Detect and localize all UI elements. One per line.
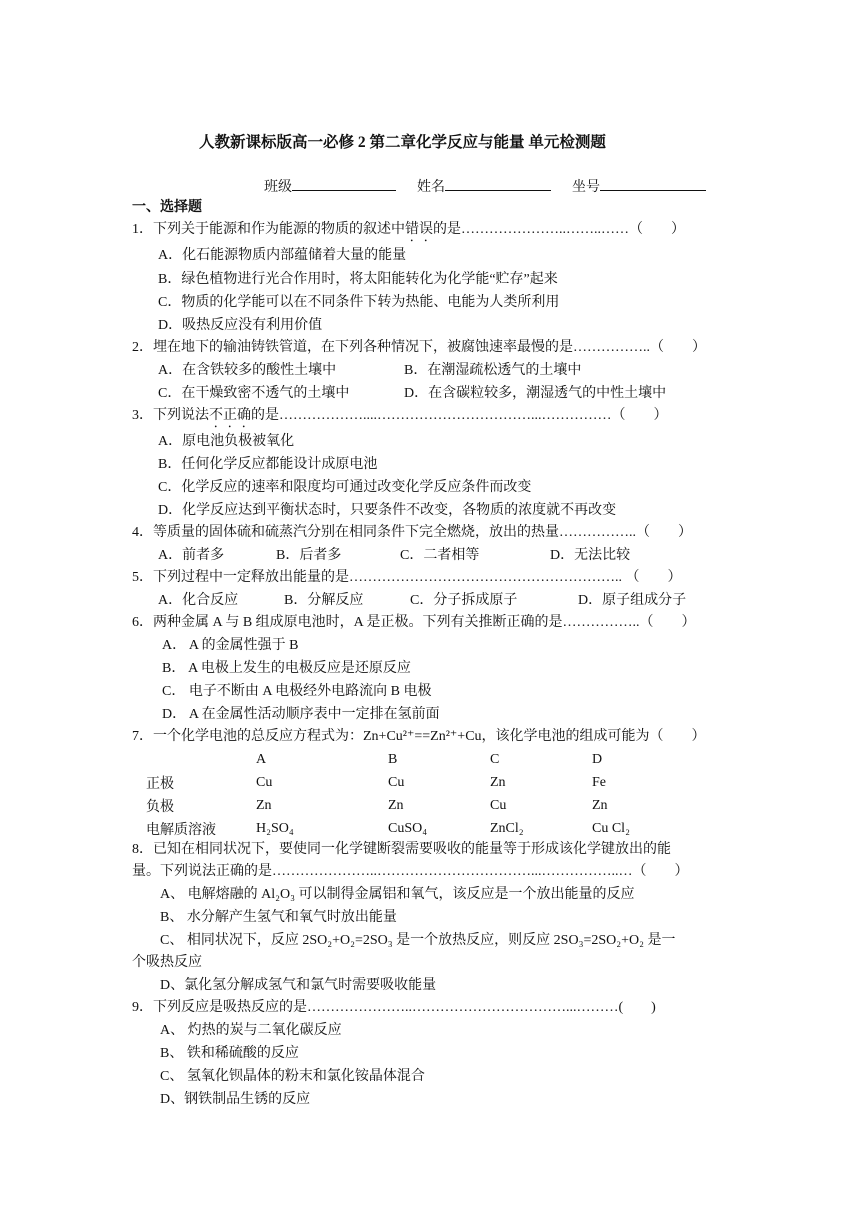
q1-option-b: B．绿色植物进行光合作用时，将太阳能转化为化学能“贮存”起来: [158, 272, 558, 287]
q5-option-d: D．原子组成分子: [578, 593, 687, 608]
question-4-stem: 4．等质量的固体硫和硫蒸汽分别在相同条件下完全燃烧，放出的热量……………..（ ）: [132, 525, 692, 540]
q3-emphasis: 不正确: [209, 408, 251, 423]
q1-option-c: C．物质的化学能可以在不同条件下转为热能、电能为人类所利用: [158, 295, 560, 310]
q9-option-c: C、 氢氧化钡晶体的粉末和氯化铵晶体混合: [160, 1069, 425, 1084]
q7-cell: 负极: [146, 799, 174, 815]
q7-table: [146, 748, 652, 840]
q2-option-c: C．在干燥致密不透气的土壤中: [158, 386, 350, 401]
q7-cell: Cu: [490, 797, 507, 813]
q7-table-row: [146, 771, 652, 794]
q3-option-b: B．任何化学反应都能设计成原电池: [158, 457, 378, 472]
q7-cell: ZnCl₂: [490, 820, 524, 836]
q3-option-d: D．化学反应达到平衡状态时，只要条件不改变，各物质的浓度就不再改变: [158, 503, 617, 518]
q2-option-d: D．在含碳粒较多，潮湿透气的中性土壤中: [404, 386, 667, 401]
q7-header-cell: C: [490, 751, 500, 767]
question-7-stem: 7．一个化学电池的总反应方程式为：Zn+Cu²⁺==Zn²⁺+Cu，该化学电池的组成可能为（ ）: [132, 729, 706, 744]
class-label: 班级: [264, 180, 292, 195]
q7-cell: Zn: [388, 797, 404, 813]
q7-header-cell: D: [592, 751, 603, 767]
q7-cell: 正极: [146, 776, 174, 792]
question-9-stem: 9．下列反应是吸热反应的是…………………..……………………………...………( ): [132, 1000, 656, 1015]
q7-cell: Fe: [592, 774, 606, 790]
q7-cell: Cu: [388, 774, 405, 790]
q1-option-a: A．化石能源物质内部蕴储着大量的能量: [158, 248, 407, 263]
q7-cell: Zn: [490, 774, 506, 790]
q9-option-a: A、 灼热的炭与二氧化碳反应: [160, 1023, 342, 1038]
q5-option-a: A．化合反应: [158, 593, 239, 608]
q7-cell: Cu: [256, 774, 273, 790]
q5-option-c: C．分子拆成原子: [410, 593, 518, 608]
question-8-stem-line1: 8．已知在相同状况下，要使同一化学键断裂需要吸收的能量等于形成该化学键放出的能: [132, 842, 671, 857]
q2-option-a: A．在含铁较多的酸性土壤中: [158, 363, 337, 378]
q4-option-d: D．无法比较: [550, 548, 631, 563]
q7-table-header: [146, 748, 652, 771]
class-blank[interactable]: [292, 176, 396, 191]
q1-stem-pre: 1．下列关于能源和作为能源的物质的叙述中: [132, 222, 405, 237]
q2-option-b: B．在潮湿疏松透气的土壤中: [404, 363, 582, 378]
q6-option-b: B． A 电极上发生的电极反应是还原反应: [162, 661, 411, 676]
q8-option-c-line2: 个吸热反应: [132, 955, 202, 970]
q8-option-b: B、 水分解产生氢气和氧气时放出能量: [160, 910, 397, 925]
q4-option-c: C．二者相等: [400, 548, 480, 563]
q6-option-d: D． A 在金属性活动顺序表中一定排在氢前面: [162, 707, 440, 722]
q7-cell: H₂SO₄: [256, 820, 294, 836]
q8-option-a: A、 电解熔融的 Al₂O₃ 可以制得金属铝和氧气，该反应是一个放出能量的反应: [160, 887, 635, 902]
seat-blank[interactable]: [600, 176, 706, 191]
q7-header-cell: A: [256, 751, 267, 767]
q7-table-row: [146, 794, 652, 817]
question-1-stem: [132, 220, 685, 245]
q8-option-d: D、氯化氢分解成氢气和氯气时需要吸收能量: [160, 978, 437, 993]
q8-option-c-line1: C、 相同状况下，反应 2SO₂+O₂=2SO₃ 是一个放热反应，则反应 2SO₃=2SO₂+O₂ 是一: [160, 933, 676, 948]
question-5-stem: 5．下列过程中一定释放出能量的是………………………………………………….. （ ）: [132, 570, 682, 585]
q5-option-b: B．分解反应: [284, 593, 364, 608]
q4-option-a: A．前者多: [158, 548, 225, 563]
q3-stem-pre: 3．下列说法: [132, 408, 209, 423]
q7-cell: CuSO₄: [388, 820, 428, 836]
page-title: 人教新课标版高一必修 2 第二章化学反应与能量 单元检测题: [199, 134, 606, 151]
name-label: 姓名: [417, 180, 445, 195]
q1-option-d: D．吸热反应没有利用价值: [158, 318, 323, 333]
question-8-stem-line2: 量。下列说法正确的是…………………..……………………………...……………..…（ ）: [132, 864, 689, 879]
q3-option-a: A．原电池负极被氧化: [158, 434, 295, 449]
q6-option-a: A． A 的金属性强于 B: [162, 638, 299, 653]
q9-option-b: B、 铁和稀硫酸的反应: [160, 1046, 299, 1061]
q1-emphasis: 错误: [405, 222, 433, 237]
question-6-stem: 6．两种金属 A 与 B 组成原电池时，A 是正极。下列有关推断正确的是……………..（ ）: [132, 615, 696, 630]
q6-option-c: C． 电子不断由 A 电极经外电路流向 B 电极: [162, 684, 432, 699]
q7-header-cell: B: [388, 751, 398, 767]
seat-label: 坐号: [572, 180, 600, 195]
q7-header-cell: [146, 748, 256, 771]
name-blank[interactable]: [445, 176, 551, 191]
q9-option-d: D、钢铁制品生锈的反应: [160, 1092, 311, 1107]
q7-cell: Zn: [592, 797, 608, 813]
question-2-stem: 2．埋在地下的输油铸铁管道，在下列各种情况下，被腐蚀速率最慢的是……………..（ ）: [132, 340, 706, 355]
q7-cell: Cu Cl₂: [592, 820, 630, 836]
info-line: [264, 176, 706, 198]
q7-cell: 电解质溶液: [146, 822, 216, 838]
q3-stem-post: 的是………………....……………………………...……………（ ）: [251, 408, 668, 423]
q4-option-b: B．后者多: [276, 548, 342, 563]
question-3-stem: [132, 406, 668, 431]
q3-option-c: C．化学反应的速率和限度均可通过改变化学反应条件而改变: [158, 480, 532, 495]
q7-table-row: [146, 817, 652, 840]
section-heading: 一、选择题: [132, 200, 202, 215]
q7-cell: Zn: [256, 797, 272, 813]
q1-stem-post: 的是…………………..……..……（ ）: [433, 222, 685, 237]
